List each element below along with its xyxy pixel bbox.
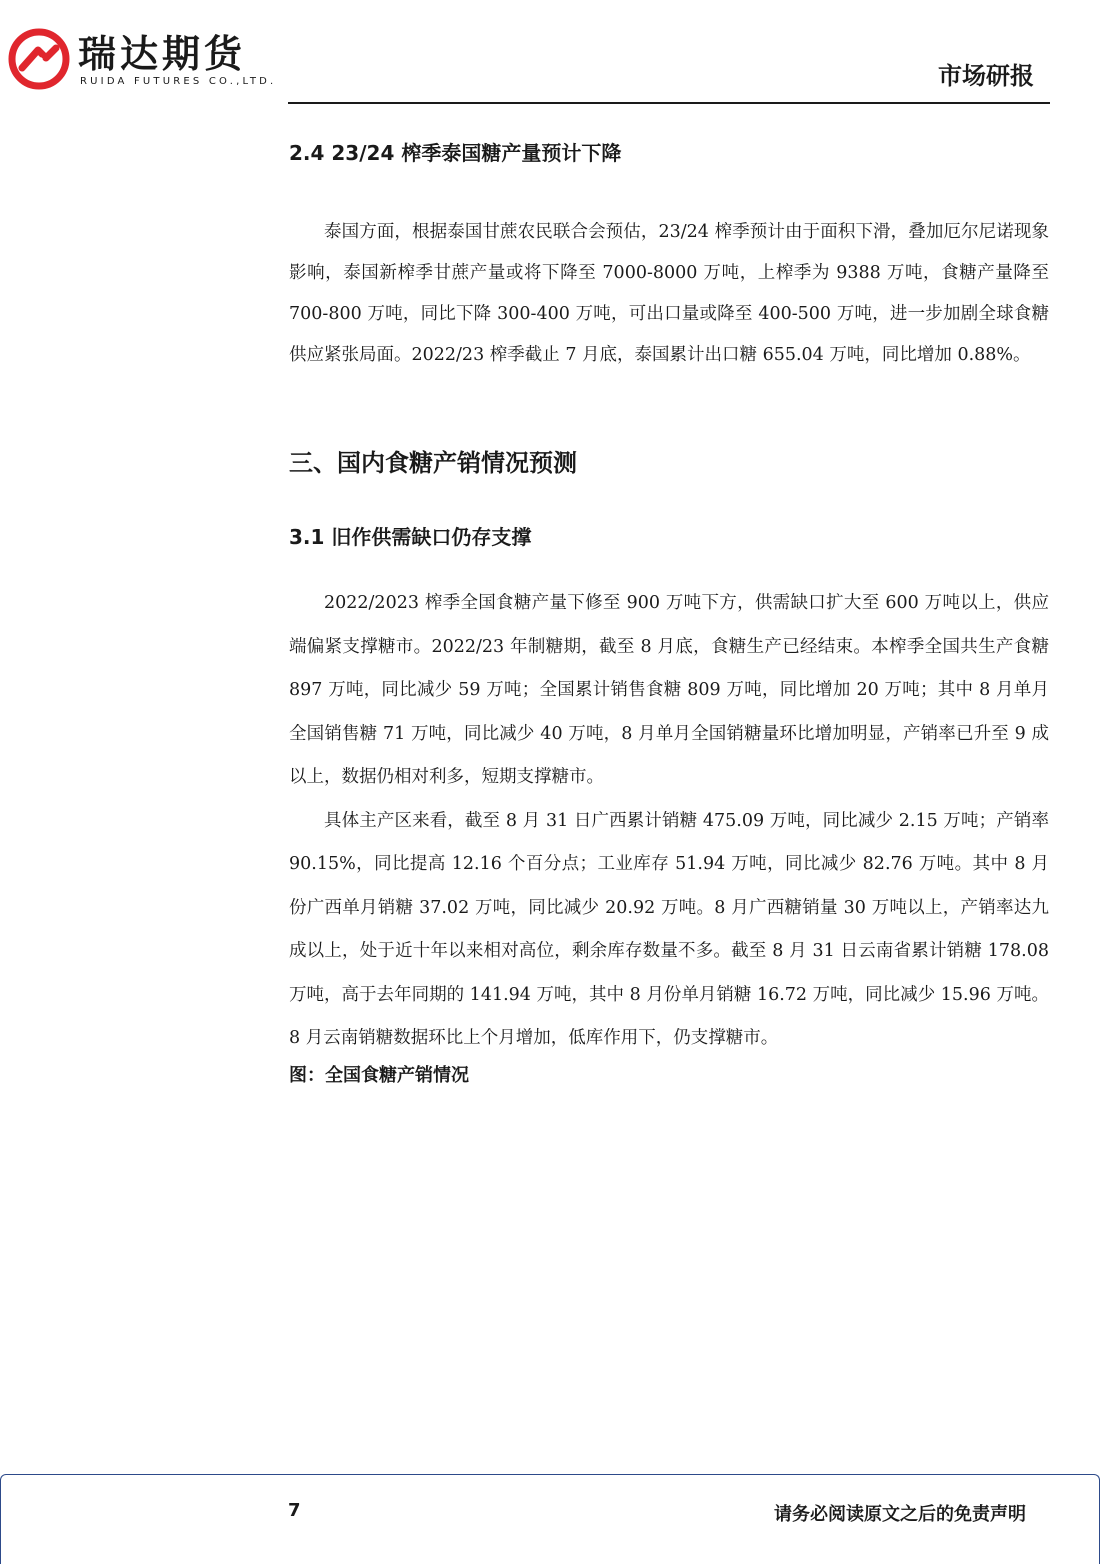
section-2-4-title: 2.4 23/24 榨季泰国糖产量预计下降 [289,141,622,165]
header-divider [288,102,1050,104]
section-2-4-paragraph: 泰国方面，根据泰国甘蔗农民联合会预估，23/24 榨季预计由于面积下滑，叠加厄尔尼诺现象影响，泰国新榨季甘蔗产量或将下降至 7000-8000 万吨，上榨季为 9388 万吨，食糖产量降至 700-800 万吨，同比下降 300-400 万吨，可出口量或降至 400-500 万吨，进一步加剧全球食糖供应紧张局面。2022/23 榨季截止 7 月底，泰国累计出口糖 655.04 万吨，同比增加 0.88%。 [289,222,1049,365]
disclaimer-notice: 请务必阅读原文之后的免责声明 [774,1504,1026,1525]
report-type-label: 市场研报 [938,62,1034,90]
page-number: 7 [288,1500,301,1521]
ruida-logo-icon [8,28,70,90]
page-header [0,0,1102,110]
section-3-1-title: 3.1 旧作供需缺口仍存支撑 [289,525,532,549]
report-body [289,138,1049,1091]
figure-caption: 图：全国食糖产销情况 [289,1064,469,1086]
section-3-1-paragraph-2: 具体主产区来看，截至 8 月 31 日广西累计销糖 475.09 万吨，同比减少 2.15 万吨；产销率 90.15%，同比提高 12.16 个百分点；工业库存 51.94 万吨，同比减少 82.76 万吨。其中 8 月份广西单月销糖 37.02 万吨，同比减少 20.92 万吨。8 月广西糖销量 30 万吨以上，产销率达九成以上，处于近十年以来相对高位，剩余库存数量不多。截至 8 月 31 日云南省累计销糖 178.08 万吨，高于去年同期的 141.94 万吨，其中 8 月份单月销糖 16.72 万吨，同比减少 15.96 万吨。8 月云南销糖数据环比上个月增加，低库作用下，仍支撑糖市。 [289,810,1049,1048]
company-name: 瑞达期货 [78,32,247,76]
section-3-title: 三、国内食糖产销情况预测 [289,449,577,477]
company-name-en: RUIDA FUTURES CO.,LTD. [80,76,277,87]
section-3-1-paragraph-1: 2022/2023 榨季全国食糖产量下修至 900 万吨下方，供需缺口扩大至 600 万吨以上，供应端偏紧支撑糖市。2022/23 年制糖期，截至 8 月底，食糖生产已经结束。本榨季全国共生产食糖 897 万吨，同比减少 59 万吨；全国累计销售食糖 809 万吨，同比增加 20 万吨；其中 8 月单月全国销售糖 71 万吨，同比减少 40 万吨，8 月单月全国销糖量环比增加明显，产销率已升至 9 成以上，数据仍相对利多，短期支撑糖市。 [289,593,1049,787]
